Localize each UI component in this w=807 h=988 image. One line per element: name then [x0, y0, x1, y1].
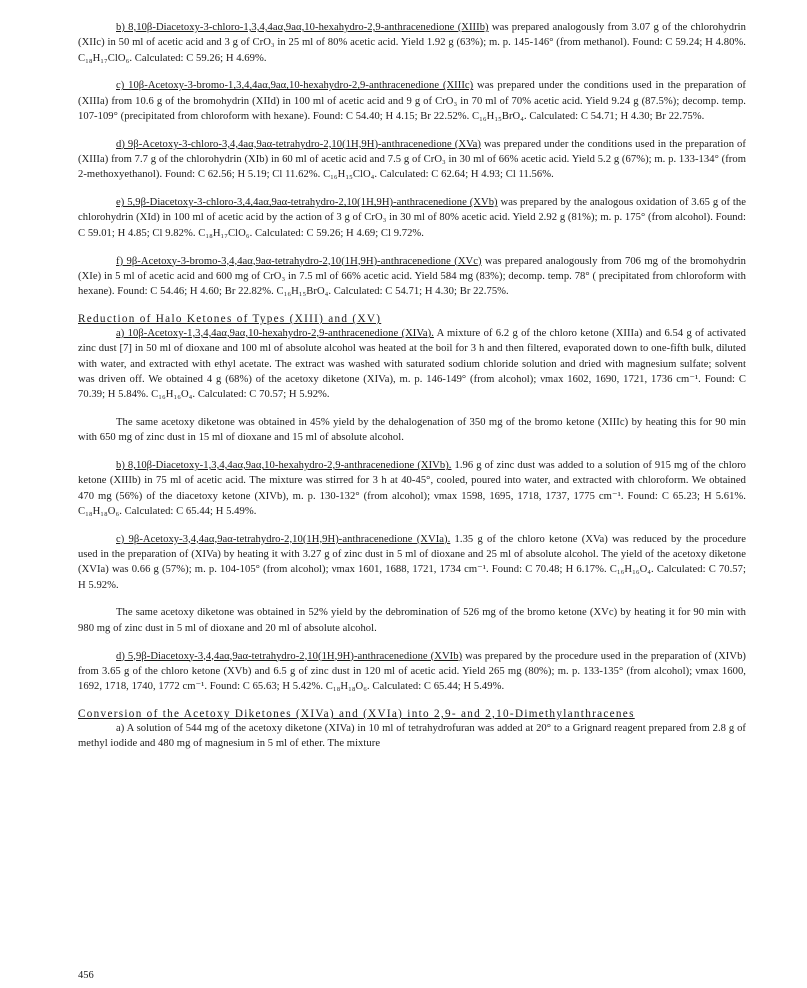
- compound-title: d) 5,9β-Diacetoxy-3,4,4aα,9aα-tetrahydro-2,10(1H,9H)-anthracenedione (XVIb): [116, 650, 463, 662]
- paragraph-text: was added at 20° to a Grignard reagent prepared from 2.8 g of methyl iodide and 480 mg of magnesium in 5 ml of ether. The mixture: [78, 722, 746, 750]
- paragraph-text: 1.35 g of the chloro ketone (XVa) was reduced by the procedure used in the preparation of (XIVa) by heating it with 3.27 g of zinc dust in 5 ml of dioxane and 25 ml of absolute alcohol. The yield of the acetoxy diketone (XVIa) was 0.66 g (57%); m. p. 104-105° (from alcohol); νmax 1601, 1688, 1721, 1734 cm⁻¹. Found: C 70.48; H 6.17%. C₁₆H₁₆O₄. Calculated: C 70.57; H 5.92%.: [78, 533, 746, 591]
- paragraph-xiiib: [78, 20, 746, 66]
- compound-title: d) 9β-Acetoxy-3-chloro-3,4,4aα,9aα-tetrahydro-2,10(1H,9H)-anthracenedione (XVa): [116, 138, 481, 150]
- paragraph-text: was prepared analogously from 3.07 g of the chlorohydrin (XIIc) in 50 ml of acetic acid and 3 g of CrO₃ in 25 ml of 80% acetic acid. Yield 1.92 g (63%); m. p. 145-146° (from methanol). Found: C 59.24; H 4.80%. C₁₈H₁₇ClO₆. Calculated: C 59.26; H 4.69%.: [78, 22, 747, 64]
- paragraph-text: was prepared under the conditions used in the preparation of (XIIIa) from 7.7 g of the chlorohydrin (XIb) in 60 ml of acetic acid and 7.5 g of CrO₃ in 30 ml of 66% acetic acid. Yield 5.2 g (67%); m. p. 133-134° (from 2-methoxyethanol). Found: C 62.56; H 5.19; Cl 11.62%. C₁₆H₁₅ClO₄. Calculated: C 62.64; H 4.93; Cl 11.56%.: [78, 138, 746, 181]
- paragraph-xva: [78, 137, 746, 183]
- compound-title: b) 8,10β-Diacetoxy-3-chloro-1,3,4,4aα,9aα,10-hexahydro-2,9-anthracenedione (XIIIb): [116, 22, 489, 33]
- paragraph-xiva: [78, 326, 746, 402]
- paragraph-xvia: [78, 532, 746, 593]
- paragraph-xvc: [78, 254, 746, 300]
- paragraph-xvb: [78, 195, 746, 241]
- paragraph-xvia-alt: The same acetoxy diketone was obtained in 52% yield by the debromination of 526 mg of the bromo ketone (XVc) by heating it for 90 min with 980 mg of zinc dust in 5 ml of dioxane and 20 ml of absolute alcohol.: [78, 607, 746, 634]
- paragraph-text: 1.96 g of zinc dust was added to a solution of 915 mg of the chloro ketone (XIIIb) in 75 ml of acetic acid. The mixture was stirred for 3 h at 40-45°, cooled, poured into water, and extracted with chloroform. We obtained 470 mg (56%) of the diacetoxy ketone (XIVb), m. p. 130-132° (from alcohol); νmax 1598, 1695, 1718, 1737, 1775 cm⁻¹. Found: C 65.23; H 5.61%. C₁₈H₁₈O₆. Calculated: C 65.44; H 5.49%.: [78, 460, 747, 517]
- paragraph-text: was prepared by the analogous oxidation of 3.65 g of the chlorohydrin (XId) in 100 ml of acetic acid by the action of 3 g of CrO₃ in 30 ml of 80% acetic acid. Yield 2.92 g (81%); m. p. 175° (from alcohol). Found: C 59.01; H 4.85; Cl 9.82%. C₁₈H₁₇ClO₆. Calculated: C 59.26; H 4.69; Cl 9.72%.: [78, 197, 746, 239]
- paragraph-xiiic: [78, 78, 746, 124]
- paragraph-text: a) A solution of 544 mg of the acetoxy diketone (XIVa) in 10 ml of tetrahydrofuran: [116, 722, 475, 734]
- paragraph-text: was prepared analogously from 706 mg of the bromohydrin (XIe) in 5 ml of acetic acid and 600 mg of CrO₃ in 7.5 ml of 66% acetic acid. Yield 584 mg (83%); decomp. temp. 78° ( precipitated from chloroform with hexane). Found: C 54.46; H 4.60; Br 22.82%. C₁₆H₁₅BrO₄. Calculated: C 54.71; H 4.30; Br 22.75%.: [78, 255, 746, 298]
- paragraph-text: A mixture of 6.2 g of the chloro ketone (XIIIa) and 6.54 g of activated zinc dust [7] in 50 ml of dioxane and 100 ml of absolute alcohol was heated at the boil for 3 h and then filtered, evaporated down to one-fifth bulk, diluted with water, and extracted with ethyl acetate. The extract was washed with saturated sodium chloride solution and dried with magnesium sulfate; solvent was driven off. We obtained 4 g (68%) of the acetoxy diketone (XIVa), m. p. 146-149° (from alcohol); νmax 1602, 1690, 1721, 1736 cm⁻¹. Found: C 70.39; H 5.84%. C₁₆H₁₆O₄. Calculated: C 70.57; H 5.92%.: [78, 327, 746, 401]
- paragraph-text: was prepared under the conditions used in the preparation of (XIIIa) from 10.6 g of the bromohydrin (XIId) in 100 ml of acetic acid and 9 g of CrO₃ in 70 ml of 70% acetic acid. Yield 9.24 g (87.5%); decomp. temp. 107-109° (precipitated from chloroform with hexane). Found: C 54.40; H 4.15; Br 22.52%. C₁₆H₁₅BrO₄. Calculated: C 54.71; H 4.30; Br 22.75%.: [78, 80, 746, 122]
- paragraph-xiva-alt: The same acetoxy diketone was obtained in 45% yield by the dehalogenation of 350 mg of the bromo ketone (XIIIc) by heating this for 90 min with 650 mg of zinc dust in 15 ml of dioxane and 15 ml of absolute alcohol.: [78, 416, 746, 444]
- compound-title: a) 10β-Acetoxy-1,3,4,4aα,9aα,10-hexahydro-2,9-anthracenedione (XIVa).: [116, 327, 434, 339]
- page-body: [78, 20, 746, 751]
- paragraph-text: was prepared by the procedure used in the preparation of (XIVb) from 3.65 g of the chloro ketone (XVb) and 6.5 g of zinc dust in 120 ml of acetic acid. Yield 265 mg (80%); m. p. 133-135° (from alcohol); νmax 1600, 1692, 1718, 1740, 1772 cm⁻¹. Found: C 65.63; H 5.42%. C₁₈H₁₈O₆. Calculated: C 65.44; H 5.49%.: [78, 650, 746, 693]
- paragraph-xvib: [78, 649, 746, 695]
- compound-title: f) 9β-Acetoxy-3-bromo-3,4,4aα,9aα-tetrahydro-2,10(1H,9H)-anthracenedione (XVc): [116, 255, 482, 267]
- compound-title: c) 10β-Acetoxy-3-bromo-1,3,4,4aα,9aα,10-hexahydro-2,9-anthracenedione (XIIIc): [116, 80, 474, 92]
- compound-title: b) 8,10β-Diacetoxy-1,3,4,4aα,9aα,10-hexahydro-2,9-anthracenedione (XIVb).: [116, 460, 452, 472]
- paragraph-conversion-a: [78, 721, 746, 752]
- section-heading-reduction: Reduction of Halo Ketones of Types (XIII) and (XV): [78, 312, 382, 325]
- section-heading-conversion: Conversion of the Acetoxy Diketones (XIVa) and (XVIa) into 2,9- and 2,10-Dimethylanthracenes: [78, 707, 635, 720]
- paragraph-xivb: [78, 458, 746, 519]
- compound-title: c) 9β-Acetoxy-3,4,4aα,9aα-tetrahydro-2,10(1H,9H)-anthracenedione (XVIa).: [116, 533, 451, 545]
- compound-title: e) 5,9β-Diacetoxy-3-chloro-3,4,4aα,9aα-tetrahydro-2,10(1H,9H)-anthracenedione (XVb): [116, 197, 498, 209]
- page-number: 456: [78, 970, 94, 981]
